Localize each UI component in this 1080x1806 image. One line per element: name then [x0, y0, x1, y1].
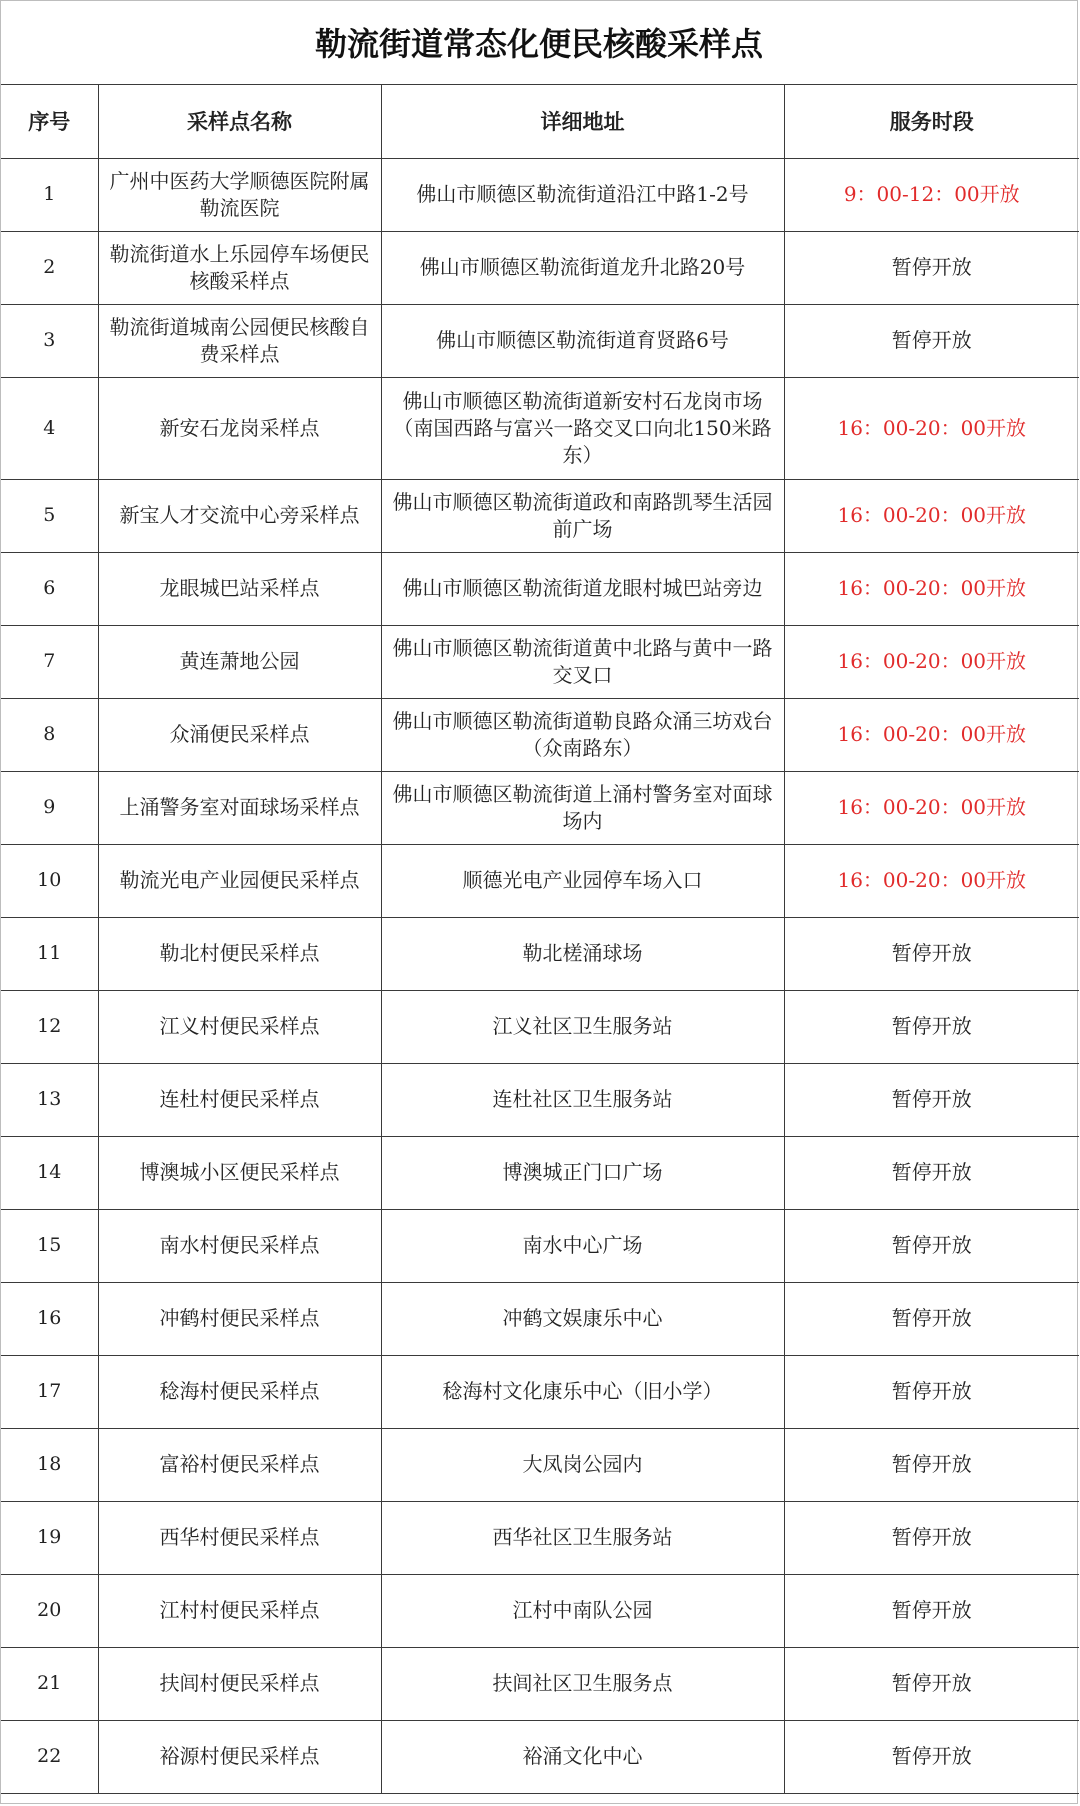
row-address: 大凤岗公园内	[381, 1428, 784, 1501]
header-name: 采样点名称	[98, 85, 381, 158]
row-address: 佛山市顺德区勒流街道新安村石龙岗市场（南国西路与富兴一路交叉口向北150米路东）	[381, 377, 784, 479]
table-row	[1, 304, 1079, 377]
row-site-name: 新宝人才交流中心旁采样点	[98, 479, 381, 552]
row-number: 10	[1, 844, 98, 917]
table-row	[1, 698, 1079, 771]
row-number: 20	[1, 1574, 98, 1647]
row-service-time: 暂停开放	[784, 1574, 1079, 1647]
row-site-name: 众涌便民采样点	[98, 698, 381, 771]
row-service-time: 16：00-20：00开放	[784, 479, 1079, 552]
table-row	[1, 844, 1079, 917]
row-site-name: 江义村便民采样点	[98, 990, 381, 1063]
row-site-name: 冲鹤村便民采样点	[98, 1282, 381, 1355]
table-row	[1, 1282, 1079, 1355]
row-address: 勒北槎涌球场	[381, 917, 784, 990]
row-service-time: 暂停开放	[784, 1428, 1079, 1501]
row-service-time: 暂停开放	[784, 1501, 1079, 1574]
row-site-name: 勒流街道城南公园便民核酸自费采样点	[98, 304, 381, 377]
row-site-name: 广州中医药大学顺德医院附属勒流医院	[98, 158, 381, 231]
row-number: 6	[1, 552, 98, 625]
row-address: 佛山市顺德区勒流街道政和南路凯琴生活园前广场	[381, 479, 784, 552]
row-service-time: 暂停开放	[784, 990, 1079, 1063]
row-address: 江村中南队公园	[381, 1574, 784, 1647]
row-service-time: 16：00-20：00开放	[784, 377, 1079, 479]
row-service-time: 暂停开放	[784, 1282, 1079, 1355]
row-address: 佛山市顺德区勒流街道沿江中路1-2号	[381, 158, 784, 231]
header-address: 详细地址	[381, 85, 784, 158]
row-service-time: 16：00-20：00开放	[784, 844, 1079, 917]
row-number: 4	[1, 377, 98, 479]
row-service-time: 暂停开放	[784, 1647, 1079, 1720]
row-service-time: 16：00-20：00开放	[784, 552, 1079, 625]
row-number: 13	[1, 1063, 98, 1136]
row-address: 冲鹤文娱康乐中心	[381, 1282, 784, 1355]
table-row	[1, 479, 1079, 552]
table-row	[1, 1063, 1079, 1136]
row-number: 3	[1, 304, 98, 377]
row-site-name: 勒流光电产业园便民采样点	[98, 844, 381, 917]
table-row	[1, 1428, 1079, 1501]
row-address: 扶闾社区卫生服务点	[381, 1647, 784, 1720]
row-number: 9	[1, 771, 98, 844]
row-number: 11	[1, 917, 98, 990]
table-row	[1, 377, 1079, 479]
row-site-name: 南水村便民采样点	[98, 1209, 381, 1282]
row-site-name: 江村村便民采样点	[98, 1574, 381, 1647]
row-service-time: 暂停开放	[784, 304, 1079, 377]
row-service-time: 16：00-20：00开放	[784, 698, 1079, 771]
row-site-name: 黄连萧地公园	[98, 625, 381, 698]
table-row	[1, 1720, 1079, 1793]
row-number: 18	[1, 1428, 98, 1501]
row-number: 12	[1, 990, 98, 1063]
table-row	[1, 917, 1079, 990]
row-number: 7	[1, 625, 98, 698]
row-address: 佛山市顺德区勒流街道黄中北路与黄中一路交叉口	[381, 625, 784, 698]
row-address: 裕涌文化中心	[381, 1720, 784, 1793]
page-title: 勒流街道常态化便民核酸采样点	[1, 1, 1077, 85]
row-address: 南水中心广场	[381, 1209, 784, 1282]
row-service-time: 暂停开放	[784, 917, 1079, 990]
row-address: 佛山市顺德区勒流街道上涌村警务室对面球场内	[381, 771, 784, 844]
row-service-time: 暂停开放	[784, 1720, 1079, 1793]
row-number: 22	[1, 1720, 98, 1793]
row-site-name: 勒流街道水上乐园停车场便民核酸采样点	[98, 231, 381, 304]
row-number: 17	[1, 1355, 98, 1428]
row-address: 佛山市顺德区勒流街道龙眼村城巴站旁边	[381, 552, 784, 625]
row-site-name: 裕源村便民采样点	[98, 1720, 381, 1793]
row-number: 21	[1, 1647, 98, 1720]
sampling-points-table	[1, 85, 1079, 1794]
row-number: 5	[1, 479, 98, 552]
row-site-name: 新安石龙岗采样点	[98, 377, 381, 479]
row-number: 15	[1, 1209, 98, 1282]
table-row	[1, 1355, 1079, 1428]
table-row	[1, 1209, 1079, 1282]
row-address: 连杜社区卫生服务站	[381, 1063, 784, 1136]
row-number: 8	[1, 698, 98, 771]
table-row	[1, 1136, 1079, 1209]
row-address: 博澳城正门口广场	[381, 1136, 784, 1209]
row-address: 佛山市顺德区勒流街道育贤路6号	[381, 304, 784, 377]
table-row	[1, 1647, 1079, 1720]
row-number: 14	[1, 1136, 98, 1209]
row-site-name: 稔海村便民采样点	[98, 1355, 381, 1428]
row-service-time: 暂停开放	[784, 1209, 1079, 1282]
table-row	[1, 158, 1079, 231]
header-time: 服务时段	[784, 85, 1079, 158]
row-site-name: 勒北村便民采样点	[98, 917, 381, 990]
table-row	[1, 625, 1079, 698]
row-address: 佛山市顺德区勒流街道勒良路众涌三坊戏台（众南路东）	[381, 698, 784, 771]
row-address: 江义社区卫生服务站	[381, 990, 784, 1063]
row-address: 稔海村文化康乐中心（旧小学）	[381, 1355, 784, 1428]
row-site-name: 上涌警务室对面球场采样点	[98, 771, 381, 844]
row-address: 佛山市顺德区勒流街道龙升北路20号	[381, 231, 784, 304]
table-row	[1, 231, 1079, 304]
row-address: 顺德光电产业园停车场入口	[381, 844, 784, 917]
row-site-name: 博澳城小区便民采样点	[98, 1136, 381, 1209]
row-number: 19	[1, 1501, 98, 1574]
row-service-time: 暂停开放	[784, 231, 1079, 304]
row-number: 1	[1, 158, 98, 231]
row-number: 2	[1, 231, 98, 304]
row-service-time: 暂停开放	[784, 1355, 1079, 1428]
row-site-name: 龙眼城巴站采样点	[98, 552, 381, 625]
table-row	[1, 552, 1079, 625]
row-service-time: 9：00-12：00开放	[784, 158, 1079, 231]
row-service-time: 暂停开放	[784, 1136, 1079, 1209]
row-service-time: 16：00-20：00开放	[784, 771, 1079, 844]
row-number: 16	[1, 1282, 98, 1355]
row-site-name: 扶闾村便民采样点	[98, 1647, 381, 1720]
header-no: 序号	[1, 85, 98, 158]
table-row	[1, 1574, 1079, 1647]
row-service-time: 16：00-20：00开放	[784, 625, 1079, 698]
table-row	[1, 771, 1079, 844]
row-site-name: 西华村便民采样点	[98, 1501, 381, 1574]
row-service-time: 暂停开放	[784, 1063, 1079, 1136]
row-site-name: 连杜村便民采样点	[98, 1063, 381, 1136]
row-address: 西华社区卫生服务站	[381, 1501, 784, 1574]
table-row	[1, 990, 1079, 1063]
table-row	[1, 1501, 1079, 1574]
row-site-name: 富裕村便民采样点	[98, 1428, 381, 1501]
table-header-row	[1, 85, 1079, 158]
